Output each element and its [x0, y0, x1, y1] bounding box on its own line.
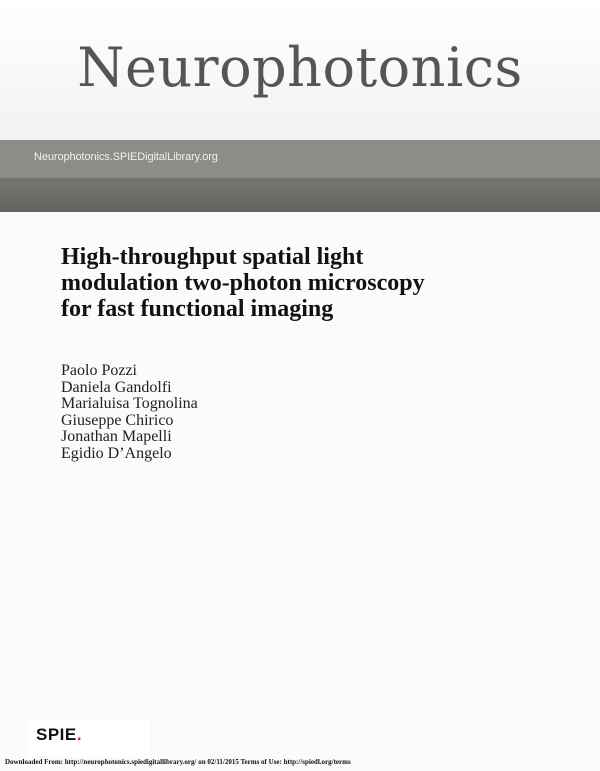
author-name: Marialuisa Tognolina — [61, 395, 198, 412]
download-footer: Downloaded From: http://neurophotonics.spiedigitallibrary.org/ on 02/11/2015 Terms of Use: http://spiedl.org/terms — [5, 758, 351, 766]
journal-header — [0, 0, 600, 140]
article-title — [61, 244, 541, 322]
journal-title: Neurophotonics — [77, 36, 523, 99]
article-title-line: modulation two-photon microscopy — [61, 270, 425, 296]
spie-logo-dot: . — [76, 725, 82, 744]
article-title-line: for fast functional imaging — [61, 296, 334, 322]
url-band-shadow — [0, 182, 600, 212]
author-name: Paolo Pozzi — [61, 362, 137, 379]
spie-logo — [36, 725, 82, 745]
spie-logo-text: SPIE — [36, 725, 77, 744]
author-name: Jonathan Mapelli — [61, 428, 172, 445]
author-name: Giuseppe Chirico — [61, 411, 174, 429]
journal-url-link[interactable]: Neurophotonics.SPIEDigitalLibrary.org — [34, 151, 218, 163]
author-list — [61, 363, 198, 462]
author-name: Daniela Gandolfi — [61, 378, 172, 396]
author-name: Egidio D’Angelo — [61, 444, 172, 462]
journal-url-band — [0, 140, 600, 212]
publisher-logo-box — [28, 719, 150, 757]
article-title-line: High-throughput spatial light — [61, 244, 364, 270]
